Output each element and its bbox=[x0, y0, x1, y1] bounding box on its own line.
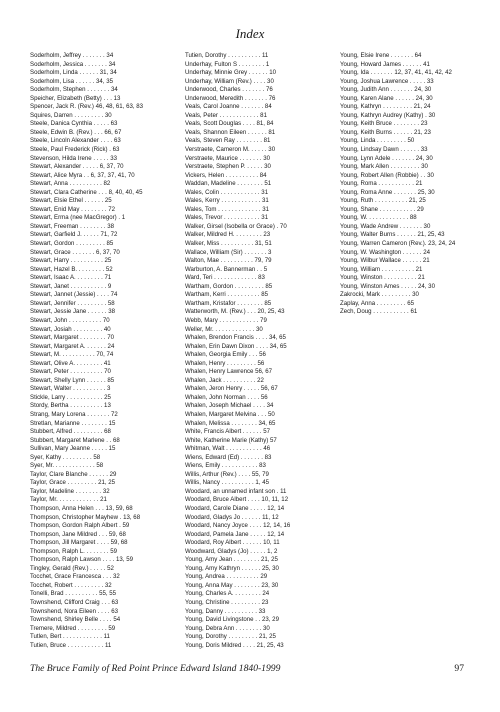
index-entry: Thompson, Ralph L. . . . . . . . 59 bbox=[30, 547, 118, 555]
index-entry: Young, Doris Mildred . . . . 21, 25, 43 bbox=[185, 641, 284, 649]
index-entry: Stewart, Garfield J. . . . . . 71, 72 bbox=[30, 231, 118, 239]
index-entry: Young, W. . . . . . . . . . . . . 88 bbox=[340, 214, 417, 222]
index-entry: Whalen, Jeron Henry . . . . . 56, 67 bbox=[185, 385, 278, 393]
index-entry: Young, Kathryn . . . . . . . . . 21, 24 bbox=[340, 103, 431, 111]
index-entry: Stewart, Alice Myra . . 6, 37, 37, 41, 70 bbox=[30, 171, 135, 179]
index-entry: Young, Joshua Lawrence . . . . . 33 bbox=[340, 77, 434, 85]
index-entry: Taylor, Clare Blanche . . . . . . 29 bbox=[30, 470, 117, 478]
index-entry: Stewart, Peter . . . . . . . . . . 70 bbox=[30, 368, 111, 376]
index-entry: Willis, Nancy . . . . . . . . . . 1, 45 bbox=[185, 479, 269, 487]
index-entry: Walton, Mae . . . . . . . . . . 79, 79 bbox=[185, 257, 272, 265]
index-entry: Stewart, Anna . . . . . . . . . . 82 bbox=[30, 180, 111, 188]
index-entry: Thompson, Christopher Mayhew . 13, 68 bbox=[30, 513, 141, 521]
index-entry: Weller, Mr. . . . . . . . . . . . . 30 bbox=[185, 325, 263, 333]
index-entry: Stewart, Jannet (Jessie) . . . . 74 bbox=[30, 291, 118, 299]
index-entry: Tutien, Bruce . . . . . . . . . . . 11 bbox=[30, 641, 112, 649]
index-entry: Young, William . . . . . . . . . . 21 bbox=[340, 265, 423, 273]
index-entry: Young, Amy Jean . . . . . . . . 21, 25 bbox=[185, 556, 278, 564]
index-entry: Stewart, Josiah . . . . . . . . . 40 bbox=[30, 325, 111, 333]
index-entry: Stewart, Walter . . . . . . . . . . 3 bbox=[30, 385, 111, 393]
index-entry: Young, Wade Andrew . . . . . . . 30 bbox=[340, 222, 431, 230]
book-title: The Bruce Family of Red Point Prince Edward Island 1840-1999 bbox=[30, 663, 281, 674]
index-entry: Woodard, Gladys Jo . . . . . . 11, 12 bbox=[185, 513, 279, 521]
index-entry: Wartham, Gordon . . . . . . . . . 85 bbox=[185, 282, 273, 290]
index-entry: Stewart, M. . . . . . . . . . . 70, 74 bbox=[30, 351, 114, 359]
index-entry: Stewart, Harry . . . . . . . . . . 25 bbox=[30, 257, 112, 265]
index-entry: Soderholm, Jessica . . . . . . . 34 bbox=[30, 60, 116, 68]
index-entry: Stewart, Erma (nee MacGregor) . 1 bbox=[30, 214, 126, 222]
index-entry: Stewart, Jennifer . . . . . . . . . 58 bbox=[30, 299, 115, 307]
index-entry: Thompson, Jane Mildred . . . 59, 68 bbox=[30, 530, 126, 538]
index-entry: Young, Christine . . . . . . . . . 23 bbox=[185, 599, 269, 606]
index-entry: Taylor, Mr. . . . . . . . . . . . . 21 bbox=[30, 496, 107, 504]
index-entry: Woodward, Gladys (Jo) . . . . . 1, 2 bbox=[185, 547, 278, 555]
index-entry: Whalen, John Norman . . . . 56 bbox=[185, 393, 268, 401]
index-entry: Townshend, Nora Eileen . . . . 63 bbox=[30, 607, 119, 615]
index-entry: Warburton, A. Bannerman . . 5 bbox=[185, 265, 268, 273]
index-entry: Young, Lindsay Dawn . . . . . . 33 bbox=[340, 146, 428, 154]
index-entry: White, Katherine Marie (Kathy) 57 bbox=[185, 436, 277, 444]
index-entry: Soderholm, Linda . . . . . . 31, 34 bbox=[30, 69, 117, 77]
index-entry: Steele, Lincoln Alexander . . . . 63 bbox=[30, 137, 121, 145]
index-entry: Stewart, Margaret . . . . . . . . 70 bbox=[30, 334, 114, 342]
index-entry: Stewart, Hazel B. . . . . . . . . 52 bbox=[30, 265, 113, 273]
index-entry: Stewart, Alexander . . . . . 6, 37, 70 bbox=[30, 163, 124, 171]
index-entry: Townshend, Shirley Belle . . . . 54 bbox=[30, 616, 121, 624]
index-entry: Whalen, Erin Dawn Dixon . . . . 34, 65 bbox=[185, 342, 287, 350]
index-entry: Willis, Arthur (Rev.) . . . . 55, 79 bbox=[185, 470, 269, 478]
index-entry: Taylor, Madeline . . . . . . . . 32 bbox=[30, 487, 110, 495]
index-entry: Young, David Livingstone . . 23, 29 bbox=[185, 616, 279, 624]
index-entry: Woodard, an unnamed infant son . 11 bbox=[185, 487, 287, 495]
index-entry: Soderholm, Jeffrey . . . . . . . 34 bbox=[30, 52, 114, 59]
index-entry: Spencer, Jack R. (Rev.) 46, 48, 61, 63, 83 bbox=[30, 103, 144, 111]
index-entry: Wallace, William (Sir) . . . . . . . 3 bbox=[185, 248, 272, 256]
index-entry: Wales, Tom . . . . . . . . . . . . . 31 bbox=[185, 205, 269, 213]
index-entry: Tutien, Dorothy . . . . . . . . . . 11 bbox=[185, 52, 269, 59]
index-entry: Stewart, Elsie Ethel . . . . . . 25 bbox=[30, 197, 112, 205]
index-entry: Young, Ida . . . . . . . 12, 37, 41, 41, 42, 42 bbox=[340, 69, 452, 77]
index-entry: Young, Dorothy . . . . . . . . . 21, 25 bbox=[185, 633, 276, 641]
index-entry: Veals, Peter . . . . . . . . . . . . 81 bbox=[185, 111, 267, 119]
index-entry: Young, Linda . . . . . . . . . 50 bbox=[340, 137, 415, 145]
index-entry: Young, Roma . . . . . . . . . . . 21 bbox=[340, 180, 423, 188]
index-entry: Ward, Teri . . . . . . . . . . . . . 83 bbox=[185, 274, 265, 282]
index-entry: Tocchet, Robert . . . . . . . . . 32 bbox=[30, 581, 112, 589]
index-entry: Young, Judith Ann . . . . . . . 24, 30 bbox=[340, 86, 432, 94]
index-entry: Stewart, Margaret A. . . . . . . 24 bbox=[30, 342, 115, 350]
index-entry: Young, Robert Allen (Robbie) . . 30 bbox=[340, 171, 434, 179]
index-entry: Woodard, Roy Albert . . . . . . 10, 11 bbox=[185, 539, 280, 547]
index-entry: Stewart, Clara Catherine . . . 8, 40, 40, 45 bbox=[30, 188, 143, 196]
index-entry: Whitman, Walt . . . . . . . . . . . 46 bbox=[185, 445, 271, 453]
index-entry: Verstraete, Cameron M. . . . . . 30 bbox=[185, 146, 276, 154]
index-entry: Stubbert, Alfred . . . . . . . . . 68 bbox=[30, 428, 111, 436]
index-entry: Woodard, Nancy Joyce . . . . 12, 14, 16 bbox=[185, 522, 291, 530]
index-entry: Wartham, Kerri . . . . . . . . . . 85 bbox=[185, 291, 269, 299]
index-entry: Tingley, Gerald (Rev.) . . . . . 52 bbox=[30, 564, 114, 572]
index-entry: Young, Ruth . . . . . . . . . . 21, 25 bbox=[340, 197, 426, 205]
index-entry: Stickle, Larry . . . . . . . . . . . 25 bbox=[30, 393, 111, 401]
index-entry: Thompson, Jill Margaret . . . . 59, 68 bbox=[30, 539, 128, 547]
index-entry: Wiens, Edward (Ed) . . . . . . . 83 bbox=[185, 453, 272, 461]
index-entry: Stewart, Grace . . . . . . . 6, 37, 70 bbox=[30, 248, 120, 256]
index-entry: Young, Andrea . . . . . . . . . . 29 bbox=[185, 573, 268, 581]
index-entry: Woodard, Carole Diane . . . . . 12, 14 bbox=[185, 504, 285, 512]
index-entry: Woodard, Bruce Albert . . . . 10, 11, 12 bbox=[185, 496, 289, 504]
index-entry: Veals, Steven Ray . . . . . . . . 81 bbox=[185, 137, 271, 145]
index-entry: Young, Keith Burns . . . . . . 21, 23 bbox=[340, 128, 431, 136]
index-entry: Stewart, Janet . . . . . . . . . . . 9 bbox=[30, 282, 112, 290]
index-entry: Sullivan, Mary Jeanne . . . . . 15 bbox=[30, 445, 116, 453]
index-entry: Thompson, Ralph Lawson . . . . 13, 59 bbox=[30, 556, 133, 564]
index-entry: Thompson, Gordon Ralph Albert . 59 bbox=[30, 522, 130, 530]
index-entry: Wales, Colin . . . . . . . . . . . . 31 bbox=[185, 188, 269, 196]
index-entry: Young, Lynn Adele . . . . . . . 24, 30 bbox=[340, 154, 433, 162]
index-entry: Underhay, William (Rev.) . . . . 30 bbox=[185, 77, 274, 85]
index-entry: Stretlan, Marianne . . . . . . . . 15 bbox=[30, 419, 116, 427]
index-entry: Wartham, Kristafor . . . . . . . . 85 bbox=[185, 299, 272, 307]
index-entry: Verstraete, Stephen P. . . . . . 30 bbox=[185, 163, 271, 171]
index-entry: Young, Amy Kathryn . . . . . . 25, 30 bbox=[185, 564, 279, 572]
index-entry: Whalen, Georgia Emily . . . 56 bbox=[185, 351, 266, 359]
index-entry: Young, Warren Cameron (Rev.). 23, 24, 24 bbox=[340, 240, 456, 248]
index-entry: Stevenson, Hilda Irene . . . . . 33 bbox=[30, 154, 118, 162]
index-entry: Young, Charles A. . . . . . . . . 24 bbox=[185, 590, 270, 598]
index-entry: Stordy, Bertha . . . . . . . . . . 13 bbox=[30, 402, 111, 410]
index-entry: Whalen, Melissa . . . . . . . . 34, 65 bbox=[185, 419, 276, 427]
index-entry: Underwood, Charles . . . . . . . 76 bbox=[185, 86, 273, 94]
index-entry: Young, Howard James . . . . . . 41 bbox=[340, 60, 430, 68]
index-entry: Underhay, Fulton S . . . . . . . . 1 bbox=[185, 60, 270, 68]
index-entry: Soderholm, Stephen . . . . . . . 34 bbox=[30, 86, 118, 94]
index-entry: Young, Kathryn Audrey (Kathy) . 30 bbox=[340, 111, 436, 119]
index-entry: Walker, Girsel (Isobella or Grace) . 70 bbox=[185, 222, 287, 230]
index-entry: Young, Winston Ames . . . . . 24, 30 bbox=[340, 282, 435, 290]
index-entry: Verstraete, Maurice . . . . . . . 30 bbox=[185, 154, 271, 162]
index-entry: Speicher, Elizabeth (Betty) . . . 13 bbox=[30, 94, 121, 102]
index-entry: Wiens, Emily . . . . . . . . . . . 83 bbox=[185, 462, 266, 470]
index-entry: Young, Debra Ann . . . . . . . . 30 bbox=[185, 624, 270, 632]
index-entry: Tocchet, Grace Francesca . . . 32 bbox=[30, 573, 120, 581]
index-entry: Young, Shane . . . . . . . . . . . 29 bbox=[340, 205, 424, 213]
index-entry: Squires, Darren . . . . . . . . . 30 bbox=[30, 111, 112, 119]
index-entry: Zakrocki, Mark . . . . . . . . . 30 bbox=[340, 291, 419, 299]
index-entry: Stewart, Jessie Jane . . . . . . 38 bbox=[30, 308, 116, 316]
index-entry: Stewart, Freeman . . . . . . . . 38 bbox=[30, 222, 114, 230]
page-title: Index bbox=[235, 26, 265, 41]
index-entry: Stewart, Enid May . . . . . . . . 72 bbox=[30, 205, 116, 213]
index-entry: Steele, Danica Cynthia . . . . . 63 bbox=[30, 120, 118, 128]
index-entry: Wales, Kerry . . . . . . . . . . . . 31 bbox=[185, 197, 269, 205]
index-entry: Steele, Edwin B. (Rev.) . . . 66, 67 bbox=[30, 128, 122, 136]
index-entry: Walker, Miss . . . . . . . . . . 31, 51 bbox=[185, 240, 272, 248]
index-column-3 bbox=[340, 52, 498, 317]
index-entry: Watterworth, M. (Rev.) . . . 20, 25, 43 bbox=[185, 308, 285, 316]
index-entry: Webb, Mary . . . . . . . . . . . . 79 bbox=[185, 316, 267, 324]
index-entry: Zech, Doug . . . . . . . . . . . 61 bbox=[340, 308, 418, 316]
index-entry: Tremere, Mildred . . . . . . . . . 59 bbox=[30, 624, 116, 632]
index-entry: Underhay, Minnie Grey . . . . . . 10 bbox=[185, 69, 276, 77]
index-entry: Young, Roma Anne . . . . . . . 25, 30 bbox=[340, 188, 435, 196]
index-entry: Young, Karen Alane . . . . . . 24, 30 bbox=[340, 94, 433, 102]
index-entry: Thompson, Anna Helen . . . 13, 59, 68 bbox=[30, 504, 133, 512]
index-entry: Whalen, Margaret Melvina . . . 50 bbox=[185, 410, 275, 418]
index-entry: Tonelli, Brad . . . . . . . . . . 55, 55 bbox=[30, 590, 117, 598]
index-entry: Whalen, Brendon Francis . . . . 34, 65 bbox=[185, 334, 286, 342]
index-entry: Whalen, Henry Lawrence 56, 67 bbox=[185, 368, 273, 376]
index-entry: White, Francis Albert . . . . . . 57 bbox=[185, 428, 271, 436]
index-entry: Townshend, Clifford Craig . . . 63 bbox=[30, 599, 119, 606]
index-entry: Stewart, Isaac A. . . . . . . . . 71 bbox=[30, 274, 112, 282]
index-entry: Steele, Paul Frederick (Rick) . 63 bbox=[30, 146, 120, 154]
index-entry: Underwood, Meredith . . . . . . . 76 bbox=[185, 94, 276, 102]
index-entry: Syer, Kathy . . . . . . . . . 58 bbox=[30, 453, 101, 461]
index-entry: Young, W. Washington . . . . . . 24 bbox=[340, 248, 430, 256]
index-entry: Veals, Shannon Eileen . . . . . . 81 bbox=[185, 128, 276, 136]
index-entry: Wales, Trevor . . . . . . . . . . . 31 bbox=[185, 214, 269, 222]
index-entry: Whalen, Jack . . . . . . . . . . 22 bbox=[185, 376, 264, 384]
index-entry: Soderholm, Lisa . . . . . . 34, 35 bbox=[30, 77, 113, 85]
index-entry: Young, Keith Bruce . . . . . . . . 23 bbox=[340, 120, 428, 128]
index-entry: Tutlen, Bert . . . . . . . . . . . . 11 bbox=[30, 633, 110, 641]
index-entry: Stewart, Shelly Lynn . . . . . . 85 bbox=[30, 376, 115, 384]
index-column-2 bbox=[185, 52, 343, 650]
index-entry: Syer, Mr. . . . . . . . . . . . . 58 bbox=[30, 462, 104, 470]
index-entry: Young, Wilbur Wallace . . . . . . 21 bbox=[340, 257, 430, 265]
index-entry: Zaplay, Anna . . . . . . . . . 65 bbox=[340, 299, 415, 307]
page-number: 97 bbox=[454, 663, 464, 674]
index-entry: Woodard, Pamela Jane . . . . . 12, 14 bbox=[185, 530, 285, 538]
index-entry: Strang, Mary Lorena . . . . . . . 72 bbox=[30, 410, 118, 418]
index-entry: Veals, Carol Joanne . . . . . . . 84 bbox=[185, 103, 272, 111]
index-entry: Vickers, Helen . . . . . . . . . . 84 bbox=[185, 171, 267, 179]
index-entry: Young, Winston . . . . . . . . . . 21 bbox=[340, 274, 425, 282]
index-entry: Young, Mark Allen . . . . . . . . . 30 bbox=[340, 163, 428, 171]
index-entry: Young, Danny . . . . . . . . . . 33 bbox=[185, 607, 266, 615]
index-entry: Whalen, Henry . . . . . . . . . 56 bbox=[185, 359, 265, 367]
index-entry: Stewart, Gordon . . . . . . . . . 85 bbox=[30, 240, 114, 248]
index-entry: Stewart, John . . . . . . . . . . 70 bbox=[30, 316, 110, 324]
index-entry: Young, Anna May . . . . . . . . 23, 30 bbox=[185, 581, 279, 589]
index-entry: Walker, Mildred H. . . . . . . . . 23 bbox=[185, 231, 271, 239]
index-column-1 bbox=[30, 52, 188, 650]
index-entry: Young, Walter Burns . . . . . . 21, 25, 43 bbox=[340, 231, 445, 239]
index-entry: Young, Elsie Irene . . . . . . . 64 bbox=[340, 52, 422, 59]
index-entry: Stewart, Olive A. . . . . . . . . 41 bbox=[30, 359, 111, 367]
index-entry: Whalen, Joseph Michael . . . . 34 bbox=[185, 402, 274, 410]
index-entry: Taylor, Grace . . . . . . . . . 21, 25 bbox=[30, 479, 116, 487]
index-entry: Stubbert, Margaret Marlene . . 68 bbox=[30, 436, 120, 444]
index-entry: Veals, Scott Douglas . . . . 81, 84 bbox=[185, 120, 274, 128]
index-entry: Waddan, Madeline . . . . . . . . 51 bbox=[185, 180, 272, 188]
